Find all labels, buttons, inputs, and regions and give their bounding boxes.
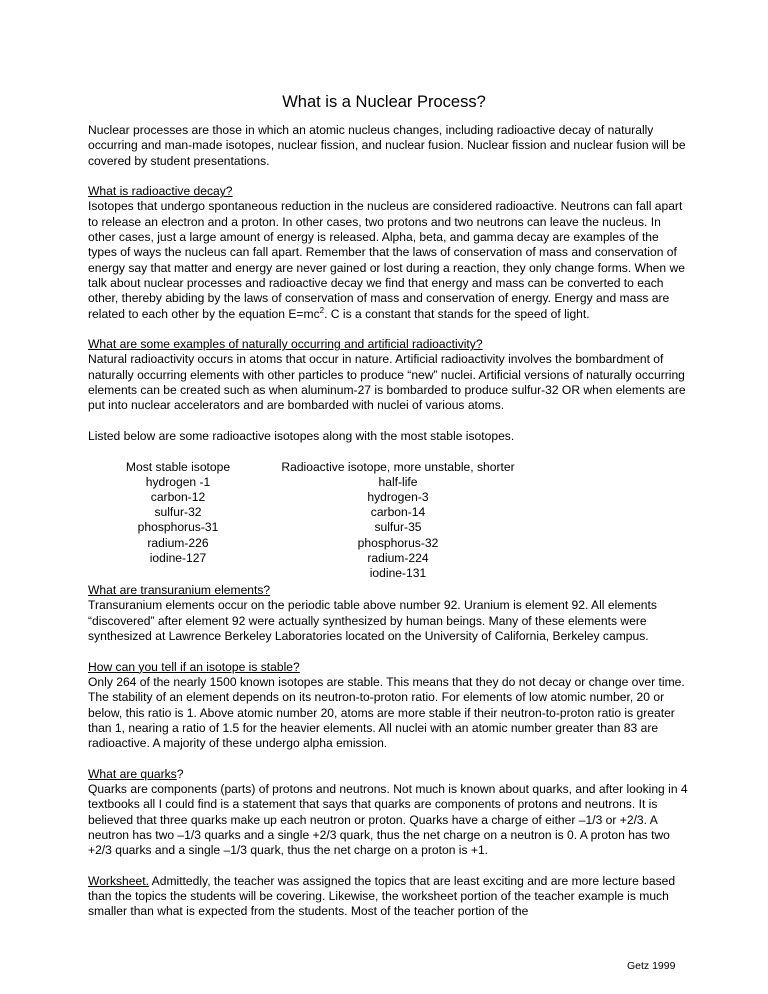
section-heading: What are some examples of naturally occurring and artificial radioactivity?: [88, 337, 483, 352]
section-worksheet: [88, 874, 688, 920]
page-title: What is a Nuclear Process?: [282, 93, 486, 111]
isotope-item: iodine-127: [149, 550, 207, 565]
isotope-list-intro: Listed below are some radioactive isotopes along with the most stable isotopes.: [88, 428, 515, 443]
section-body: Transuranium elements occur on the periodic table above number 92. Uranium is element 92. All elements “discovered” after element 92 were actually synthesized by human beings. Many of these elements were synthesized at Lawrence Berkeley Laboratories located on the University of California, Berkeley campus.: [88, 598, 657, 644]
isotope-item: sulfur-32: [154, 505, 202, 520]
section-stability: [88, 660, 688, 752]
section-heading: How can you tell if an isotope is stable?: [88, 659, 300, 674]
stable-isotope-column: [103, 460, 253, 582]
section-body: Isotopes that undergo spontaneous reduction in the nucleus are considered radioactive. Neutrons can fall apart to release an electron and a proton. In other cases, two protons and two neutrons can leave the nucleus. In other cases, just a large amount of energy is released. Alpha, beta, and gamma decay are examples of the types of ways the nucleus can fall apart. Remember that the laws of conservation of mass and conservation of energy say that matter and energy are never gained or lost during a reaction, they only change forms. When we talk about nuclear processes and radioactive decay we find that energy and mass can be converted to each other, thereby abiding by the laws of conservation of mass and conservation of energy. Energy and mass are related to each other by the equation $E=mc^2$. C is a constant that stands for the speed of light.: [88, 199, 685, 321]
section-heading: Worksheet.: [88, 873, 149, 888]
column-header: Most stable isotope: [125, 459, 231, 474]
section-body: Quarks are components (parts) of protons and neutrons. Not much is known about quarks, and after looking in 4 textbooks all I could find is a statement that says that quarks are components of protons and neutrons. It is believed that three quarks make up each neutron or proton. Quarks have a charge of either –1/3 or +2/3. A neutron has two –1/3 quarks and a single +2/3 quark, thus the net charge on a neutron is 0. A proton has two +2/3 quarks and a single –1/3 quark, thus the net charge on a proton is +1.: [88, 782, 688, 858]
footer-credit: Getz 1999: [627, 960, 676, 972]
isotope-item: sulfur-35: [374, 520, 422, 535]
section-heading: What are transuranium elements?: [88, 583, 271, 598]
section-transuranium: [88, 583, 688, 644]
section-quarks: [88, 767, 688, 859]
intro-paragraph: Nuclear processes are those in which an atomic nucleus changes, including radioactive decay of naturally occurring and man-made isotopes, nuclear fission, and nuclear fusion. Nuclear fission and nuclear fusion will be covered by student presentations.: [88, 123, 686, 168]
isotope-item: carbon-14: [370, 505, 426, 520]
section-body: Natural radioactivity occurs in atoms that occur in nature. Artificial radioactivity involves the bombardment of naturally occurring elements with other particles to produce “new” nuclei. Artificial versions of naturally occurring elements can be created such as when aluminum-27 is bombarded to produce sulfur-32 OR when elements are put into nuclear accelerators and are bombarded with nuclei of various atoms.: [88, 352, 686, 413]
section-body: Only 264 of the nearly 1500 known isotopes are stable. This means that they do not decay or change over time. The stability of an element depends on its neutron-to-proton ratio. For elements of low atomic number, 20 or below, this ratio is 1. Above atomic number 20, atoms are more stable if their neutron-to-proton ratio is greater than 1, nearing a ratio of 1.5 for the heavier elements. All nuclei with an atomic number greater than 83 are radioactive. A majority of these undergo alpha emission.: [88, 674, 685, 751]
document-body: [88, 123, 688, 935]
isotope-item: carbon-12: [150, 489, 206, 504]
superscript: 2: [319, 305, 325, 315]
section-radioactive-decay: [88, 184, 688, 322]
isotope-table: [88, 460, 688, 582]
isotope-item: hydrogen-3: [367, 489, 429, 504]
isotope-item: hydrogen -1: [145, 474, 211, 489]
isotope-item: radium-224: [367, 550, 429, 565]
radioactive-isotope-column: [273, 460, 523, 582]
isotope-item: phosphorus-32: [357, 535, 439, 550]
section-body: Admittedly, the teacher was assigned the topics that are least exciting and are more lecture based than the topics the students will be covering. Likewise, the worksheet portion of the teacher example is much smaller than what is expected from the students. Most of the teacher portion of the: [88, 873, 676, 919]
isotope-item: phosphorus-31: [137, 520, 219, 535]
section-heading: What is radioactive decay?: [88, 184, 233, 199]
column-header: Radioactive isotope, more unstable, shorter half-life: [281, 459, 515, 489]
section-natural-artificial: [88, 337, 688, 413]
section-heading: What are quarks?: [88, 766, 184, 781]
isotope-item: iodine-131: [369, 565, 427, 580]
isotope-item: radium-226: [147, 535, 209, 550]
